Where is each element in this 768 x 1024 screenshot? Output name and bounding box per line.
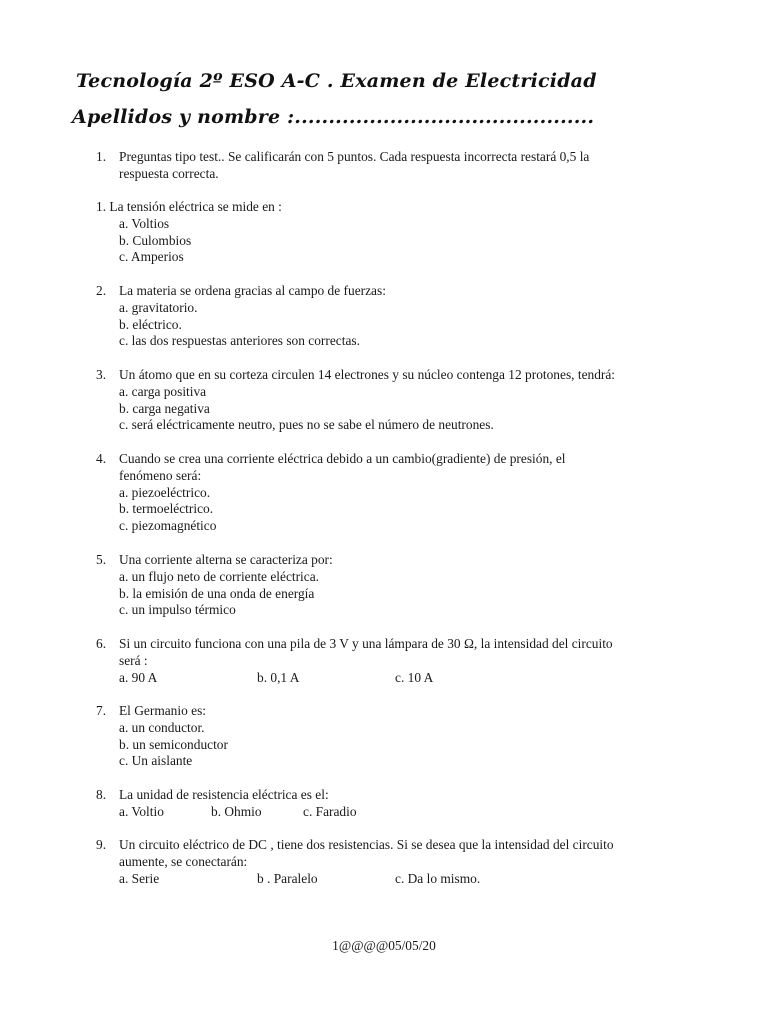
answer-option: b. 0,1 A [257,669,300,685]
answer-option: b. eléctrico. [119,316,182,332]
question-stem: Si un circuito funciona con una pila de 3 V y una lámpara de 30 Ω, la intensidad del circuito [119,636,613,651]
instructions-line: respuesta correcta. [119,165,219,181]
answer-option: a. un flujo neto de corriente eléctrica. [119,568,320,584]
answer-option: b. un semiconductor [119,736,228,752]
answer-option: b. Culombios [119,232,192,248]
answer-options-row [119,670,706,687]
answer-option: c. Da lo mismo. [395,870,481,886]
question-7 [96,703,706,770]
answer-option: c. piezomagnético [119,518,217,534]
answer-option: c. Faradio [303,803,357,819]
question-stem: El Germanio es: [119,703,207,718]
answer-option: c. 10 A [395,669,434,685]
name-line: Apellidos y nombre :............................................ [72,106,595,128]
question-stem: La materia se ordena gracias al campo de fuerzas: [119,283,386,298]
question-8 [96,787,706,821]
answer-option: b. carga negativa [119,400,210,416]
question-stem: Un circuito eléctrico de DC , tiene dos resistencias. Si se desea que la intensidad del circuito [119,837,614,852]
question-stem: Un átomo que en su corteza circulen 14 electrones y su núcleo contenga 12 protones, tendrá: [119,367,616,382]
question-9 [96,837,706,887]
answer-option: b. Ohmio [211,803,262,819]
answer-option: a. piezoeléctrico. [119,484,211,500]
page-footer: 1@@@@05/05/20 [332,938,436,953]
question-number: 9. [96,837,107,852]
answer-option: c. un impulso térmico [119,602,236,618]
question-number: 6. [96,636,107,651]
question-number: 2. [96,283,107,298]
answer-option: a. Voltios [119,215,170,231]
answer-option: b . Paralelo [257,870,318,886]
question-stem: será : [119,652,148,668]
question-4 [96,451,706,535]
answer-option: a. Serie [119,870,160,886]
instructions-line: Preguntas tipo test.. Se calificarán con 5 puntos. Cada respuesta incorrecta restará 0,5 la [119,149,590,164]
exam-title: Tecnología 2º ESO A-C . Examen de Electricidad [76,70,597,92]
answer-options-row [119,871,706,888]
answer-option: a. un conductor. [119,719,205,735]
question-3 [96,367,706,434]
question-number: 3. [96,367,107,382]
question-2 [96,283,706,350]
question-stem: 1. La tensión eléctrica se mide en : [96,199,282,214]
answer-option: c. Amperios [119,249,184,265]
question-number: 8. [96,787,107,802]
instructions-number: 1. [96,149,107,164]
answer-option: c. será eléctricamente neutro, pues no se sabe el número de neutrones. [119,417,494,433]
answer-option: b. termoeléctrico. [119,501,214,517]
question-stem: Cuando se crea una corriente eléctrica debido a un cambio(gradiente) de presión, el [119,451,566,466]
answer-option: a. gravitatorio. [119,299,198,315]
instructions [96,149,706,183]
question-6 [96,636,706,686]
question-5 [96,552,706,619]
answer-option: b. la emisión de una onda de energía [119,585,315,601]
answer-option: c. Un aislante [119,753,193,769]
question-number: 4. [96,451,107,466]
question-stem: La unidad de resistencia eléctrica es el: [119,787,329,802]
question-number: 5. [96,552,107,567]
answer-option: c. las dos respuestas anteriores son correctas. [119,333,360,349]
answer-options-row [119,804,706,821]
question-1 [96,199,706,266]
question-stem: Una corriente alterna se caracteriza por: [119,552,333,567]
answer-option: a. carga positiva [119,383,207,399]
question-stem: aumente, se conectarán: [119,853,248,869]
question-number: 7. [96,703,107,718]
answer-option: a. 90 A [119,669,158,685]
answer-option: a. Voltio [119,803,164,819]
question-stem: fenómeno será: [119,467,202,483]
